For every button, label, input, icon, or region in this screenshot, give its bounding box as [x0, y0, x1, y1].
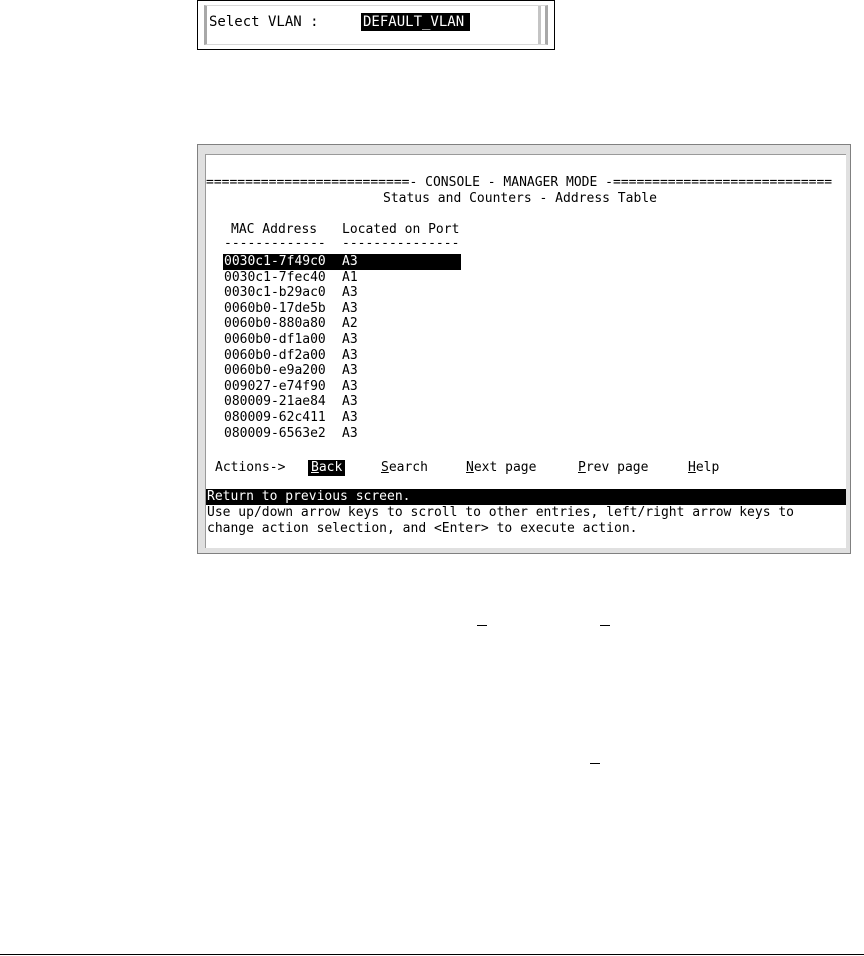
console-header: ==========================- CONSOLE - MANAGER MODE -============================	[206, 175, 833, 190]
help-text-line: change action selection, and <Enter> to execute action.	[207, 521, 638, 536]
port-cell: A3	[342, 300, 358, 316]
console-window	[197, 144, 851, 554]
vlan-select-box	[197, 0, 555, 50]
mac-address-cell: 080009-6563e2	[224, 425, 326, 441]
column-header-mac: MAC Address	[231, 222, 318, 237]
back-action[interactable]: Back	[308, 460, 345, 476]
port-cell: A1	[342, 269, 358, 285]
vlan-select-value[interactable]: DEFAULT_VLAN	[361, 13, 470, 31]
table-row[interactable]	[223, 270, 461, 286]
port-cell: A3	[342, 425, 358, 441]
table-row[interactable]	[223, 301, 461, 317]
search-action[interactable]: Search	[381, 460, 428, 475]
mac-address-cell: 0030c1-7fec40	[224, 269, 326, 285]
port-cell: A3	[342, 410, 358, 425]
mac-address-cell: 0060b0-e9a200	[224, 363, 326, 379]
mac-address-cell: 0030c1-7f49c0	[224, 254, 326, 269]
port-cell: A3	[342, 347, 358, 363]
mac-address-cell: 009027-e74f90	[224, 378, 326, 394]
next-page-action[interactable]: Next page	[466, 460, 537, 475]
table-row[interactable]	[223, 394, 461, 410]
mac-address-cell: 080009-62c411	[224, 410, 326, 425]
mac-address-cell: 0060b0-880a80	[224, 316, 326, 332]
table-row[interactable]	[223, 426, 461, 442]
column-rule-mac: -------------	[224, 236, 326, 251]
table-row[interactable]	[223, 254, 461, 270]
underline-mark	[590, 763, 600, 764]
port-cell: A3	[342, 394, 358, 410]
table-row[interactable]	[223, 285, 461, 301]
page-divider	[0, 954, 864, 955]
actions-label: Actions->	[215, 460, 286, 475]
vlan-select-label: Select VLAN :	[209, 14, 328, 30]
mac-address-cell: 0060b0-df2a00	[224, 347, 326, 363]
column-header-port: Located on Port	[342, 222, 460, 237]
table-row[interactable]	[223, 410, 461, 426]
table-row[interactable]	[223, 379, 461, 395]
mac-address-cell: 0060b0-17de5b	[224, 300, 326, 316]
port-cell: A3	[342, 332, 358, 347]
help-action[interactable]: Help	[688, 460, 720, 475]
page-title: Status and Counters - Address Table	[383, 191, 657, 206]
console-screen	[205, 154, 846, 548]
port-cell: A3	[342, 285, 358, 301]
port-cell: A3	[342, 363, 358, 379]
mac-address-cell: 0030c1-b29ac0	[224, 285, 326, 301]
port-cell: A3	[342, 378, 358, 394]
table-row[interactable]	[223, 363, 461, 379]
mac-address-cell: 0060b0-df1a00	[224, 332, 326, 347]
prev-page-action[interactable]: Prev page	[578, 460, 649, 475]
column-rule-port: ---------------	[342, 236, 460, 251]
port-cell: A3	[342, 254, 358, 269]
mac-address-cell: 080009-21ae84	[224, 394, 326, 410]
port-cell: A2	[342, 316, 358, 332]
actions-bar	[206, 460, 846, 476]
help-text-line: Use up/down arrow keys to scroll to other entries, left/right arrow keys to	[207, 505, 794, 520]
table-row[interactable]	[223, 332, 461, 348]
table-row[interactable]	[223, 348, 461, 364]
status-message: Return to previous screen.	[206, 489, 846, 505]
table-row[interactable]	[223, 316, 461, 332]
underline-mark	[600, 625, 610, 626]
underline-mark	[477, 625, 487, 626]
